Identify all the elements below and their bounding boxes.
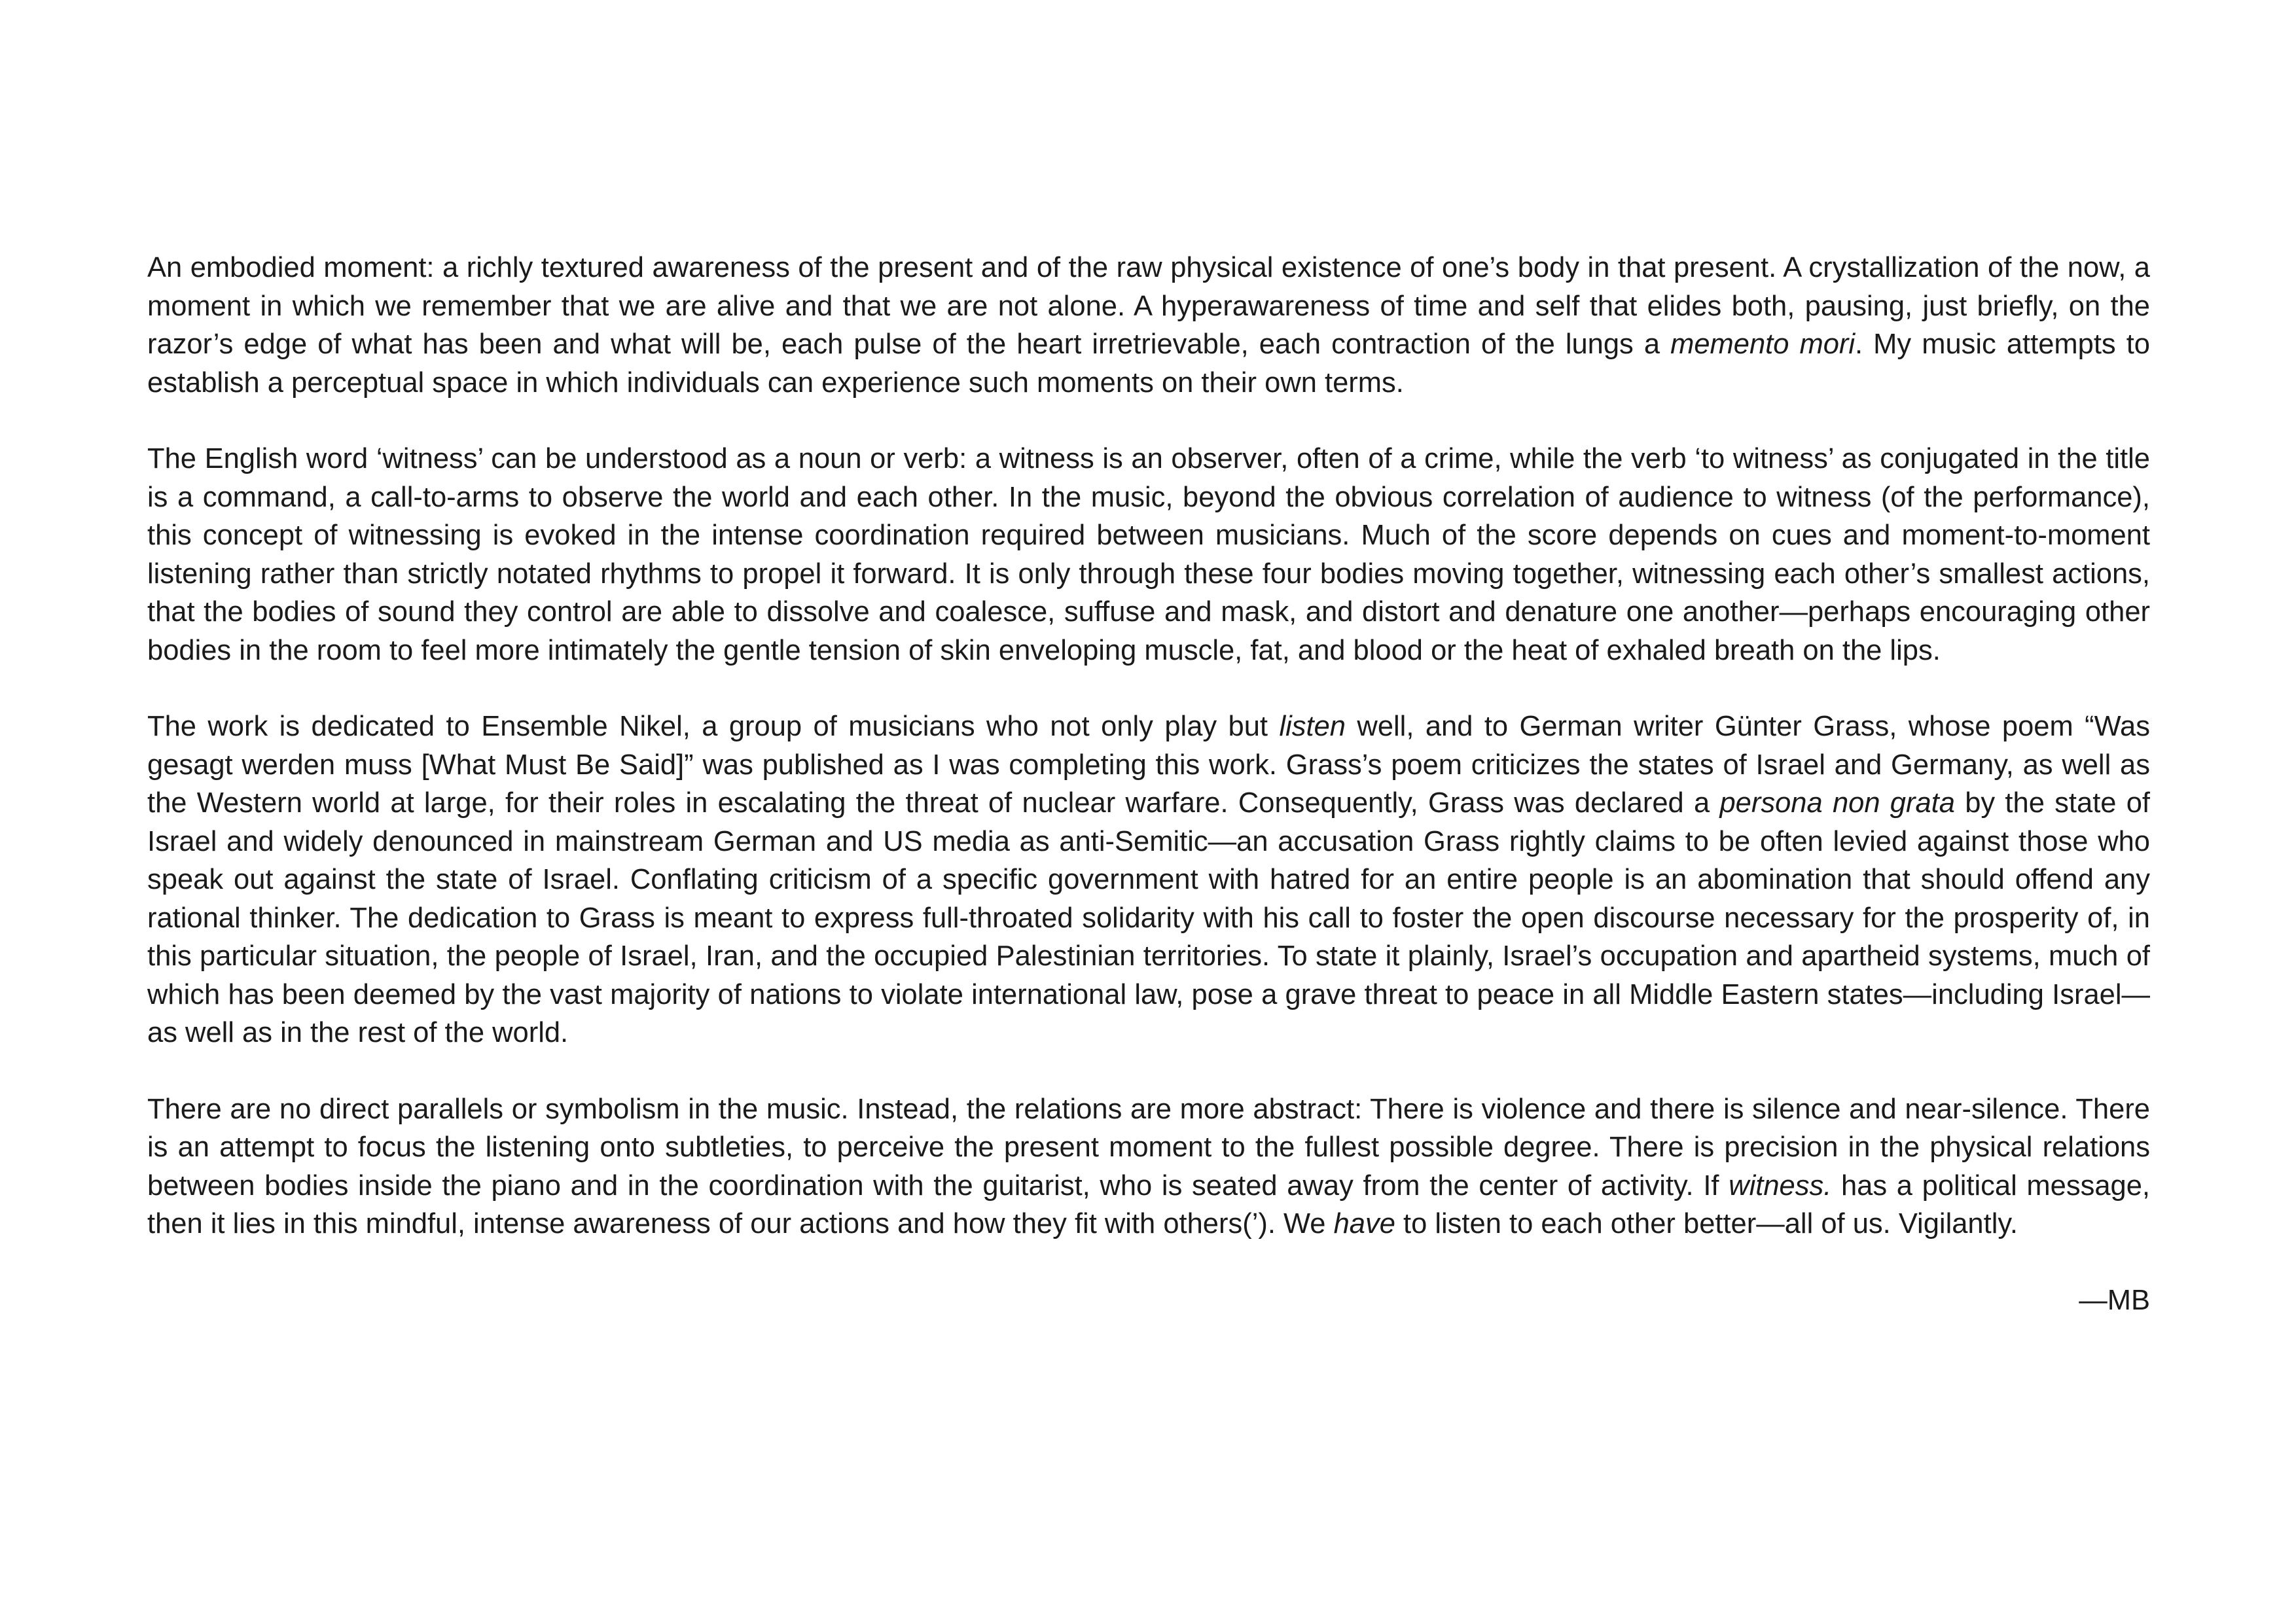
paragraph-embodied-moment xyxy=(147,249,2150,402)
paragraph-witness-definition xyxy=(147,440,2150,669)
text-segment: The English word ‘witness’ can be understood as a noun or verb: a witness is an observer, often of a crime, while the verb ‘to witness’ as conjugated in the title is a command, a call-to-arms to observe the world and each other. In the music, beyond the obvious correlation of audience to witness (of the performance), this concept of witnessing is evoked in the intense coordination required between musicians. Much of the score depends on cues and moment-to-moment listening rather than strictly notated rhythms to propel it forward. It is only through these four bodies moving together, witnessing each other’s smallest actions, that the bodies of sound they control are able to dissolve and coalesce, suffuse and mask, and distort and denature one another—perhaps encouraging other bodies in the room to feel more intimately the gentle tension of skin enveloping muscle, fat, and blood or the heat of exhaled breath on the lips. xyxy=(147,443,2150,666)
italic-segment: witness. xyxy=(1729,1169,1832,1202)
text-segment: has a political message, then it lies in this mindful, intense awareness of our actions and how they fit with others(’). We xyxy=(147,1169,2150,1240)
author-signature: —MB xyxy=(2079,1284,2150,1316)
italic-segment: have xyxy=(1333,1208,1395,1240)
text-segment: to listen to each other better—all of us. Vigilantly. xyxy=(1395,1208,2018,1240)
text-segment: An embodied moment: a richly textured awareness of the present and of the raw physical existence of one’s body in that present. A crystallization of the now, a moment in which we remember that we are alive and that we are not alone. A hyperawareness of time and self that elides both, pausing, just briefly, on the razor’s edge of what has been and what will be, each pulse of the heart irretrievable, each contraction of the lungs a xyxy=(147,252,2150,360)
paragraph-dedication xyxy=(147,707,2150,1052)
text-segment: There are no direct parallels or symbolism in the music. Instead, the relations are more abstract: There is violence and there is silence and near-silence. There is an attempt to focus the listening onto subtleties, to perceive the present moment to the fullest possible degree. There is precision in the physical relations between bodies inside the piano and in the coordination with the guitarist, who is seated away from the center of activity. If xyxy=(147,1093,2150,1202)
italic-segment: memento mori xyxy=(1670,329,1856,360)
text-segment: by the state of Israel and widely denounced in mainstream German and US media as anti-Semitic—an accusation Grass rightly claims to be often levied against those who speak out against the state of Israel. Conflating criticism of a specific government with hatred for an entire people is an abomination that should offend any rational thinker. The dedication to Grass is meant to express full-throated solidarity with his call to foster the open discourse necessary for the prosperity of, in this particular situation, the people of Israel, Iran, and the occupied Palestinian territories. To state it plainly, Israel’s occupation and apartheid systems, much of which has been deemed by the vast majority of nations to violate international law, pose a grave threat to peace in all Middle Eastern states—including Israel—as well as in the rest of the world. xyxy=(147,787,2151,1048)
italic-segment: persona non grata xyxy=(1719,787,1955,819)
document-body xyxy=(147,249,2150,1319)
text-segment: . My music attempts to establish a perceptual space in which individuals can experience such moments on their own terms. xyxy=(147,329,2150,399)
text-segment: well, and to German writer Günter Grass, whose poem “Was gesagt werden muss [What Must Be Said]” was published as I was completing this work. Grass’s poem criticizes the states of Israel and Germany, as well as the Western world at large, for their roles in escalating the threat of nuclear warfare. Consequently, Grass was declared a xyxy=(147,711,2150,819)
paragraph-relations xyxy=(147,1090,2150,1243)
italic-segment: listen xyxy=(1279,711,1346,742)
text-segment: The work is dedicated to Ensemble Nikel, a group of musicians who not only play but xyxy=(147,711,1280,742)
